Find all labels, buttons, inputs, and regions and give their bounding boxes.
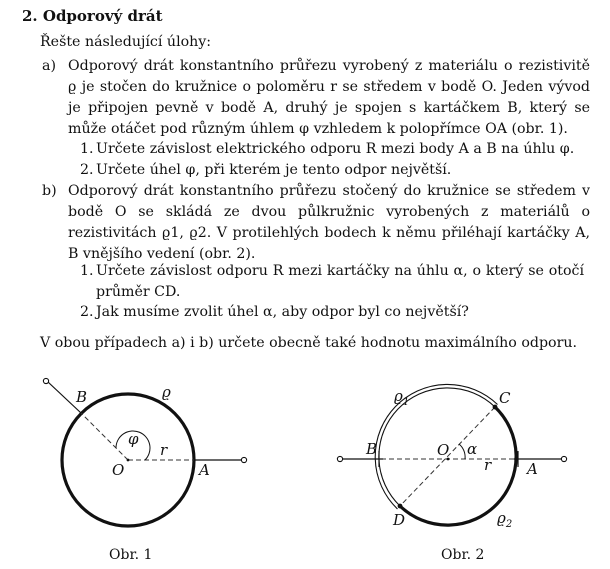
fig2-label-rho2-symbol: ϱ: [497, 509, 506, 527]
task-a-text: Odporový drát konstantního průřezu vyrobený z materiálu o rezistivitě ϱ je stočen do kružnice o poloměru r se středem v bodě O. Jeden vývod je připojen pevně v bodě A, druhý je spojen s kartáčkem B, který se může otáčet pod různým úhlem φ vzhledem k polopřímce OA (obr. 1).: [68, 58, 590, 137]
task-a-item-2-num: 2.: [80, 162, 94, 178]
fig2-label-a: A: [527, 460, 538, 478]
fig2-half-rho2: [400, 407, 516, 525]
fig2-label-rho1-sub: 1: [402, 397, 410, 408]
fig2-label-d: D: [393, 511, 406, 529]
fig2-label-c: C: [499, 389, 511, 407]
fig2-point-c: [493, 405, 498, 410]
fig1-label-r: r: [160, 441, 168, 459]
fig1-label-a: A: [199, 461, 210, 479]
task-b-item-2-num: 2.: [80, 304, 94, 320]
task-b-mark: b): [42, 183, 57, 199]
fig2-terminal-a: [561, 456, 566, 461]
fig2-label-rho1: [394, 387, 409, 408]
figure-1: [43, 378, 246, 563]
task-b-text: Odporový drát konstantního průřezu stočený do kružnice se středem v bodě O se skládá ze dvou půlkružnic vyrobených z materiálů o rezistivitách ϱ1, ϱ2. V protilehlých bodech k němu přiléhají kartáčky A, B vnějšího vedení (obr. 2).: [68, 183, 590, 262]
fig2-label-alpha: α: [467, 440, 478, 458]
intro-text: Řešte následující úlohy:: [40, 34, 212, 50]
fig2-point-d: [398, 504, 403, 509]
fig2-label-o: O: [437, 441, 450, 459]
fig1-center: [127, 459, 130, 462]
fig1-terminal-b: [43, 378, 48, 383]
section-title: 2. Odporový drát: [22, 7, 163, 25]
fig2-label-rho2: [497, 509, 512, 530]
fig2-label-b: B: [366, 440, 378, 458]
fig1-label-o: O: [112, 461, 125, 479]
fig2-label-r: r: [484, 456, 492, 474]
fig2-angle-arc: [459, 444, 465, 459]
fig1-label-phi: φ: [128, 430, 139, 448]
task-a-mark: a): [42, 58, 56, 74]
fig2-brush-b: [379, 451, 383, 467]
fig2-terminal-b: [337, 456, 342, 461]
fig1-label-b: B: [76, 388, 88, 406]
task-b-item-1-num: 1.: [80, 263, 94, 279]
task-a-item-1-text: Určete závislost elektrického odporu R mezi body A a B na úhlu φ.: [96, 141, 575, 157]
footer-text: V obou případech a) i b) určete obecně také hodnotu maximálního odporu.: [40, 335, 578, 351]
fig1-terminal-a: [241, 457, 246, 462]
task-b-item-2-text: Jak musíme zvolit úhel α, aby odpor byl co největší?: [96, 304, 469, 320]
fig2-label-rho2-sub: 2: [505, 519, 513, 530]
figure-2: [337, 384, 566, 563]
task-b-item-1-text: Určete závislost odporu R mezi kartáčky na úhlu α, o který se otočí průměr CD.: [96, 263, 584, 300]
fig1-label-rho: ϱ: [162, 383, 171, 401]
task-a-item-2-text: Určete úhel φ, při kterém je tento odpor největší.: [96, 162, 452, 178]
task-a-item-1-num: 1.: [80, 141, 94, 157]
fig2-caption: Obr. 2: [441, 547, 485, 563]
fig2-label-rho1-symbol: ϱ: [394, 387, 403, 405]
fig1-caption: Obr. 1: [109, 547, 153, 563]
